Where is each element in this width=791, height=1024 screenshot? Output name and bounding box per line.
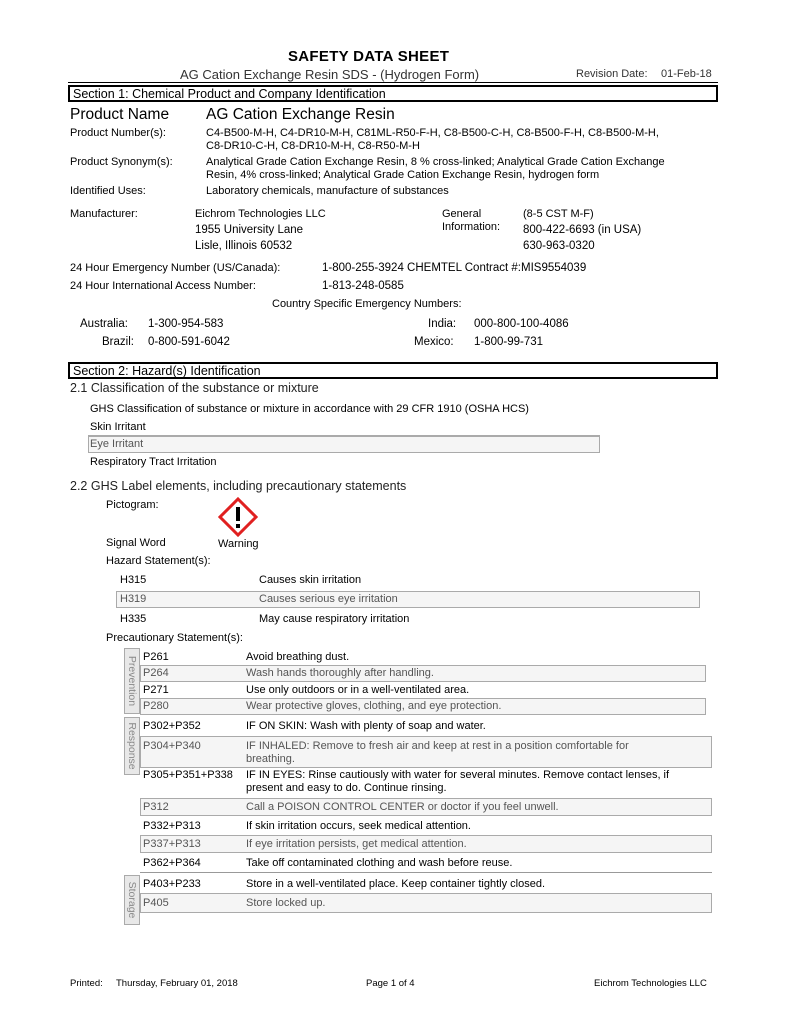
synonyms-line2: Resin, 4% cross-linked; Analytical Grade Cation Exchange Resin, hydrogen form	[206, 169, 600, 181]
synonyms-line1: Analytical Grade Cation Exchange Resin, 8 % cross-linked; Analytical Grade Cation Exchange	[206, 156, 665, 168]
uses-label: Identified Uses:	[70, 185, 146, 197]
precaution-code: P403+P233	[143, 878, 201, 890]
precaution-code: P305+P351+P338	[143, 769, 233, 781]
country-label-australia: Australia:	[80, 318, 128, 330]
intl-number: 1-813-248-0585	[322, 280, 404, 292]
precaution-text: Call a POISON CONTROL CENTER or doctor if you feel unwell.	[246, 801, 559, 813]
country-label-brazil: Brazil:	[102, 336, 134, 348]
precaution-code: P312	[143, 801, 169, 813]
precaution-text: If skin irritation occurs, seek medical attention.	[246, 820, 471, 832]
hazard-code: H319	[120, 593, 147, 605]
signal-word-label: Signal Word	[106, 537, 166, 549]
footer-printed-date: Thursday, February 01, 2018	[116, 978, 238, 989]
precaution-code: P264	[143, 667, 169, 679]
country-numbers-heading: Country Specific Emergency Numbers:	[272, 298, 462, 310]
precaution-code: P304+P340	[143, 740, 201, 752]
country-number-mexico: 1-800-99-731	[474, 336, 544, 348]
header-rule	[68, 82, 718, 83]
precautionary-statements-label: Precautionary Statement(s):	[106, 632, 243, 644]
intl-label: 24 Hour International Access Number:	[70, 280, 256, 292]
general-info-hours: (8-5 CST M-F)	[523, 208, 594, 220]
precaution-text: IF INHALED: Remove to fresh air and keep at rest in a position comfortable for	[246, 740, 629, 752]
precaution-text: Wash hands thoroughly after handling.	[246, 667, 434, 679]
general-info-phone-2: 630-963-0320	[523, 240, 595, 252]
hazard-text: Causes skin irritation	[259, 574, 362, 586]
general-info-label-2: Information:	[442, 221, 501, 233]
product-number-line1: C4-B500-M-H, C4-DR10-M-H, C81ML-R50-F-H, C8-B500-C-H, C8-B500-F-H, C8-B500-M-H,	[206, 127, 659, 139]
precaution-text: IF IN EYES: Rinse cautiously with water for several minutes. Remove contact lenses, if	[246, 769, 670, 781]
precaution-text: Store locked up.	[246, 897, 326, 909]
manufacturer-address-2: Lisle, Illinois 60532	[195, 240, 293, 252]
class-respiratory: Respiratory Tract Irritation	[90, 456, 217, 468]
subsection-2-1-heading: 2.1 Classification of the substance or mixture	[70, 381, 319, 395]
hazard-code: H335	[120, 613, 147, 625]
document-subtitle: AG Cation Exchange Resin SDS - (Hydrogen Form)	[180, 67, 480, 82]
precaution-text: Store in a well-ventilated place. Keep container tightly closed.	[246, 878, 546, 890]
country-label-mexico: Mexico:	[414, 336, 454, 348]
class-eye-irritant: Eye Irritant	[90, 438, 144, 450]
hazard-text: Causes serious eye irritation	[259, 593, 398, 605]
precaution-code: P405	[143, 897, 169, 909]
revision-date: 01-Feb-18	[661, 68, 712, 80]
ghs-classification-text: GHS Classification of substance or mixture in accordance with 29 CFR 1910 (OSHA HCS)	[90, 403, 529, 415]
precaution-text: IF ON SKIN: Wash with plenty of soap and water.	[246, 720, 486, 732]
precaution-code: P280	[143, 700, 169, 712]
tab-prevention: Prevention	[124, 648, 140, 714]
section2-heading: Section 2: Hazard(s) Identification	[68, 362, 718, 379]
product-number-label: Product Number(s):	[70, 127, 166, 139]
document-title: SAFETY DATA SHEET	[288, 48, 450, 65]
product-name: AG Cation Exchange Resin	[206, 106, 395, 123]
signal-word: Warning	[218, 538, 259, 550]
hazard-code: H315	[120, 574, 147, 586]
precaution-text: Take off contaminated clothing and wash before reuse.	[246, 857, 513, 869]
precaution-code: P261	[143, 651, 169, 663]
uses-value: Laboratory chemicals, manufacture of substances	[206, 185, 449, 197]
emergency-label: 24 Hour Emergency Number (US/Canada):	[70, 262, 281, 274]
country-number-australia: 1-300-954-583	[148, 318, 224, 330]
hazard-text: May cause respiratory irritation	[259, 613, 410, 625]
pictogram-label: Pictogram:	[106, 499, 159, 511]
manufacturer-name: Eichrom Technologies LLC	[195, 208, 326, 220]
precaution-text-cont: present and easy to do. Continue rinsing.	[246, 782, 447, 794]
footer-page-number: Page 1 of 4	[366, 978, 415, 989]
precaution-text: Use only outdoors or in a well-ventilated area.	[246, 684, 470, 696]
revision-label: Revision Date:	[576, 68, 648, 80]
country-number-brazil: 0-800-591-6042	[148, 336, 230, 348]
precaution-code: P332+P313	[143, 820, 201, 832]
precaution-text: Wear protective gloves, clothing, and eye protection.	[246, 700, 502, 712]
subsection-2-2-heading: 2.2 GHS Label elements, including precautionary statements	[70, 479, 407, 493]
tab-storage: Storage	[124, 875, 140, 925]
exclamation-mark-diamond-icon	[218, 497, 258, 537]
synonyms-label: Product Synonym(s):	[70, 156, 173, 168]
precaution-code: P337+P313	[143, 838, 201, 850]
class-skin-irritant: Skin Irritant	[90, 421, 146, 433]
footer-printed-label: Printed:	[70, 978, 103, 989]
general-info-phone-1: 800-422-6693 (in USA)	[523, 224, 642, 236]
footer-company: Eichrom Technologies LLC	[594, 978, 707, 989]
precaution-code: P362+P364	[143, 857, 201, 869]
precaution-code: P271	[143, 684, 169, 696]
manufacturer-address-1: 1955 University Lane	[195, 224, 304, 236]
country-label-india: India:	[428, 318, 457, 330]
manufacturer-label: Manufacturer:	[70, 208, 138, 220]
emergency-number: 1-800-255-3924 CHEMTEL Contract #:MIS9554039	[322, 262, 587, 274]
precaution-text: Avoid breathing dust.	[246, 651, 350, 663]
country-number-india: 000-800-100-4086	[474, 318, 569, 330]
precaution-text-cont: breathing.	[246, 753, 295, 765]
hazard-statements-label: Hazard Statement(s):	[106, 555, 211, 567]
precaution-text: If eye irritation persists, get medical attention.	[246, 838, 467, 850]
section1-heading: Section 1: Chemical Product and Company Identification	[68, 85, 718, 102]
product-name-label: Product Name	[70, 106, 170, 123]
precaution-code: P302+P352	[143, 720, 201, 732]
tab-response: Response	[124, 717, 140, 775]
general-info-label-1: General	[442, 208, 482, 220]
product-number-line2: C8-DR10-C-H, C8-DR10-M-H, C8-R50-M-H	[206, 140, 420, 152]
